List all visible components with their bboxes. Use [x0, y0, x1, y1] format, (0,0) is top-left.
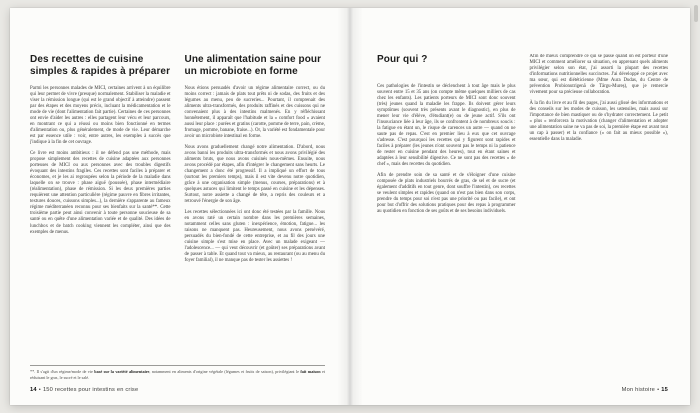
scrollbar-thumb[interactable]	[694, 5, 698, 22]
footnote-bold-fait-maison: fait maison	[300, 369, 321, 374]
paragraph: Les recettes sélectionnées ici ont donc été testées par la famille. Nous en avons raté un certain nombre dans les premières semaines, notamment celles sans gluten : inexpérience, émotion, fatigue... les raisons ne manquent pas. Heureusement, nous avons persévéré, persuadés du bien-fondé de cette entreprise, et au fil des jours une cuisine simple s'est mise en place. Avec un malade exigeant — l'adolescence... — qui veut découvrir (et goûter) ses préparations avant de passer à table. Et quand tout va mieux, au restaurant (ou au menu du foyer familial), il ne manque pas de tester les assiettes !	[184, 209, 325, 264]
section-heading-recettes: Des recettes de cuisine simples & rapides à préparer	[30, 54, 171, 77]
footnote-suffix: et réduisant le gras, le sucré et le salé.	[30, 369, 325, 380]
left-column-1	[30, 54, 171, 328]
footnote-bold-variete: basé sur la variété alimentaire	[94, 369, 150, 374]
left-page-number: 14	[30, 387, 37, 393]
paragraph: Afin de mieux comprendre ce qui se passe quand on est porteur d'une MICI et comment améliorer sa situation, en apprenant quels aliments privilégier selon son état, j'ai assorti la plupart des recettes d'informations nutritionnelles succinctes. J'ai développé ce projet avec ma sœur, qui est diététicienne (Mme Aura Dudas, du Centre de prévention Probionutrigenă de Târgu-Mureș), que je remercie vivement pour sa précieuse collaboration.	[529, 54, 668, 96]
paragraph: Nous étions persuadés d'avoir un régime alimentaire correct, ou du moins correct : jamais de plats tout prêts ni de sodas, des fruits et des légumes au menu, peu de sucreries... Pourtant, il comprenait des aliments ultra-transformés, des produits raffinés et des cuissons qui ne convenaient plus à des intestins malmenés. En y réfléchissant honnêtement, il apparaît que l'habitude et la « comfort food » avaient aussi leur place : purées et gratins (carotte, pomme de terre, pain, crème, fromage, pomme, banane, fraise...). Or, la variété est fondamentale pour avoir un microbiote intestinal en forme.	[184, 86, 325, 140]
section-heading-alimentation: Une alimentation saine pour un microbiote en forme	[184, 54, 322, 77]
page-left	[10, 8, 350, 405]
paragraph: À la fin du livre et au fil des pages, j'ai aussi glissé des informations et des conseils sur les modes de cuisson, les ustensiles, mais aussi sur l'importance de bien mastiquer ou de s'hydrater correctement. Le petit « plus » renforcera la motivation (changer d'alimentation et adopter une alimentation saine ne va pas de soi, la première étape est avant tout un cap à passer) et la confiance (« on fait au mieux possible »), essentielle dans la maladie.	[529, 100, 668, 143]
right-column-1	[377, 54, 516, 354]
left-page-footer	[30, 387, 138, 393]
chapter-title: Mon histoire	[621, 387, 656, 393]
paragraph: Ces pathologies de l'intestin se déclenchent à tout âge mais le plus souvent entre 15 et 35 ans (on compte même quelques milliers de cas chez les enfants). Les patients porteurs de MICI sont donc souvent (très) jeunes quand la maladie les frappe. Ils doivent gérer leurs symptômes (souvent très présents avant le diagnostic), en plus de mener leur vie d'élève, d'étudiant(e) ou de jeune actif. S'ils ont l'insouciance liée à leur âge, ils se confrontent à de nombreux soucis : la fatigue en étant un, le risque de carences un autre — quand on ne saute pas de repas. C'est en premier lieu à eux que cet ouvrage s'adresse. C'est pourquoi les recettes qui y figurent sont rapides et faciles à préparer (les jeunes n'ont souvent pas le temps ni la patience de rester en cuisine pendant des heures), tout en étant saines et adaptées à leur sensibilité digestive. Ce ne sont pas des recettes « de chef », mais des recettes du quotidien.	[377, 83, 516, 168]
page-right	[350, 8, 690, 405]
footnote-text	[30, 369, 325, 380]
paragraph: Afin de prendre soin de sa santé et de s'éloigner d'une cuisine composée de plats industriels bourrés de gras, de sel et de sucre (et également d'additifs en tout genre, dont souffre l'intestin), ces recettes se veulent simples et rapides (quand on n'est pas bien dans son corps, prendre du temps pour soi n'est pas une priorité ou pas facile), et ont pour but d'offrir des solutions pratiques pour des repas à programmer au quotidien en fonction de ses goûts et de ses besoins individuels.	[377, 172, 516, 214]
book-title: 150 recettes pour intestins en crise	[42, 387, 139, 393]
paragraph: Nous avons graduellement changé notre alimentation. D'abord, nous avons banni les produits ultra-transformés et nous avons privilégié des aliments bruts, que nous avons cuisinés nous-mêmes. Ensuite, nous avons procédé par étapes, afin d'intégrer le changement sans heurts. Le changement a donc été progressif. Il a impliqué un effort de tous (surtout les premiers temps), mais il est vite devenu notre quotidien, grâce à une organisation simple (menus, courses, préparations) et à quelques astuces qui limitent le temps passé en cuisine et les dépenses. Surtout, notre assiette a changé de tête, a repris des couleurs et a retrouvé l'énergie de son âge.	[184, 144, 325, 205]
paragraph: Ce livre est moins ambitieux : il ne défend pas une méthode, mais propose simplement des recettes de cuisine adaptées aux personnes porteuses de MICI ou aux personnes avec des troubles digestifs évoquant des intestins fragiles. Ces recettes sont faciles à préparer et économes, et je les ai regroupées selon la période de la maladie dans laquelle on se trouve : phase aiguë (poussée), phase intermédiaire (réalimentation), phase de rémission. Si les deux premières parties requièrent une attention particulière (régime pauvre en fibres irritantes, textures douces, cuissons simples...), la dernière s'apparente au fameux régime méditerranéen reconnu pour ses bienfaits sur la santé**. Cette troisième partie peut ainsi convenir à toute personne soucieuse de sa santé ou en quête d'une alimentation variée et de qualité. Des idées de lunchbox et de batch cooking viennent les compléter, ainsi que des exemples de menus.	[30, 150, 171, 235]
book-spread	[10, 8, 690, 405]
left-page-columns	[30, 54, 325, 328]
paragraph: Parmi les personnes malades de MICI, certaines arrivent à un équilibre qui leur permet de vivre (presque) normalement. Stabiliser la maladie et viser la rémission longue (qui est le grand objectif à atteindre) passent par des étapes et des moyens précis, incluant la médicamentation et le mode de vie (dont l'alimentation fait partie). Certaines de ces personnes ont envie d'aider les autres : elles partagent leur vécu et leur parcours, en montrant ce qui a réussi ou moins bien fonctionné en termes d'alimentation ou, plus généralement, de mode de vie. Leur démarche est par essence utile : voir, entre autres, les exemples à succès que j'indique à la fin de cet ouvrage.	[30, 86, 171, 146]
footnote-mid: , notamment en aliments d'origine végétale (légumes et fruits de saison), privilégiant le	[149, 369, 301, 374]
right-page-footer	[622, 387, 668, 393]
footer-separator: •	[657, 387, 660, 393]
right-page-columns	[377, 54, 668, 354]
left-column-2	[185, 54, 326, 328]
right-column-2	[530, 54, 669, 354]
section-heading-pour-qui: Pour qui ?	[377, 54, 428, 65]
footnote	[30, 365, 325, 380]
right-page-number: 15	[661, 387, 668, 393]
footer-separator: •	[38, 387, 41, 393]
footnote-prefix: **. Il s'agit d'un régime/mode de vie	[30, 369, 95, 374]
